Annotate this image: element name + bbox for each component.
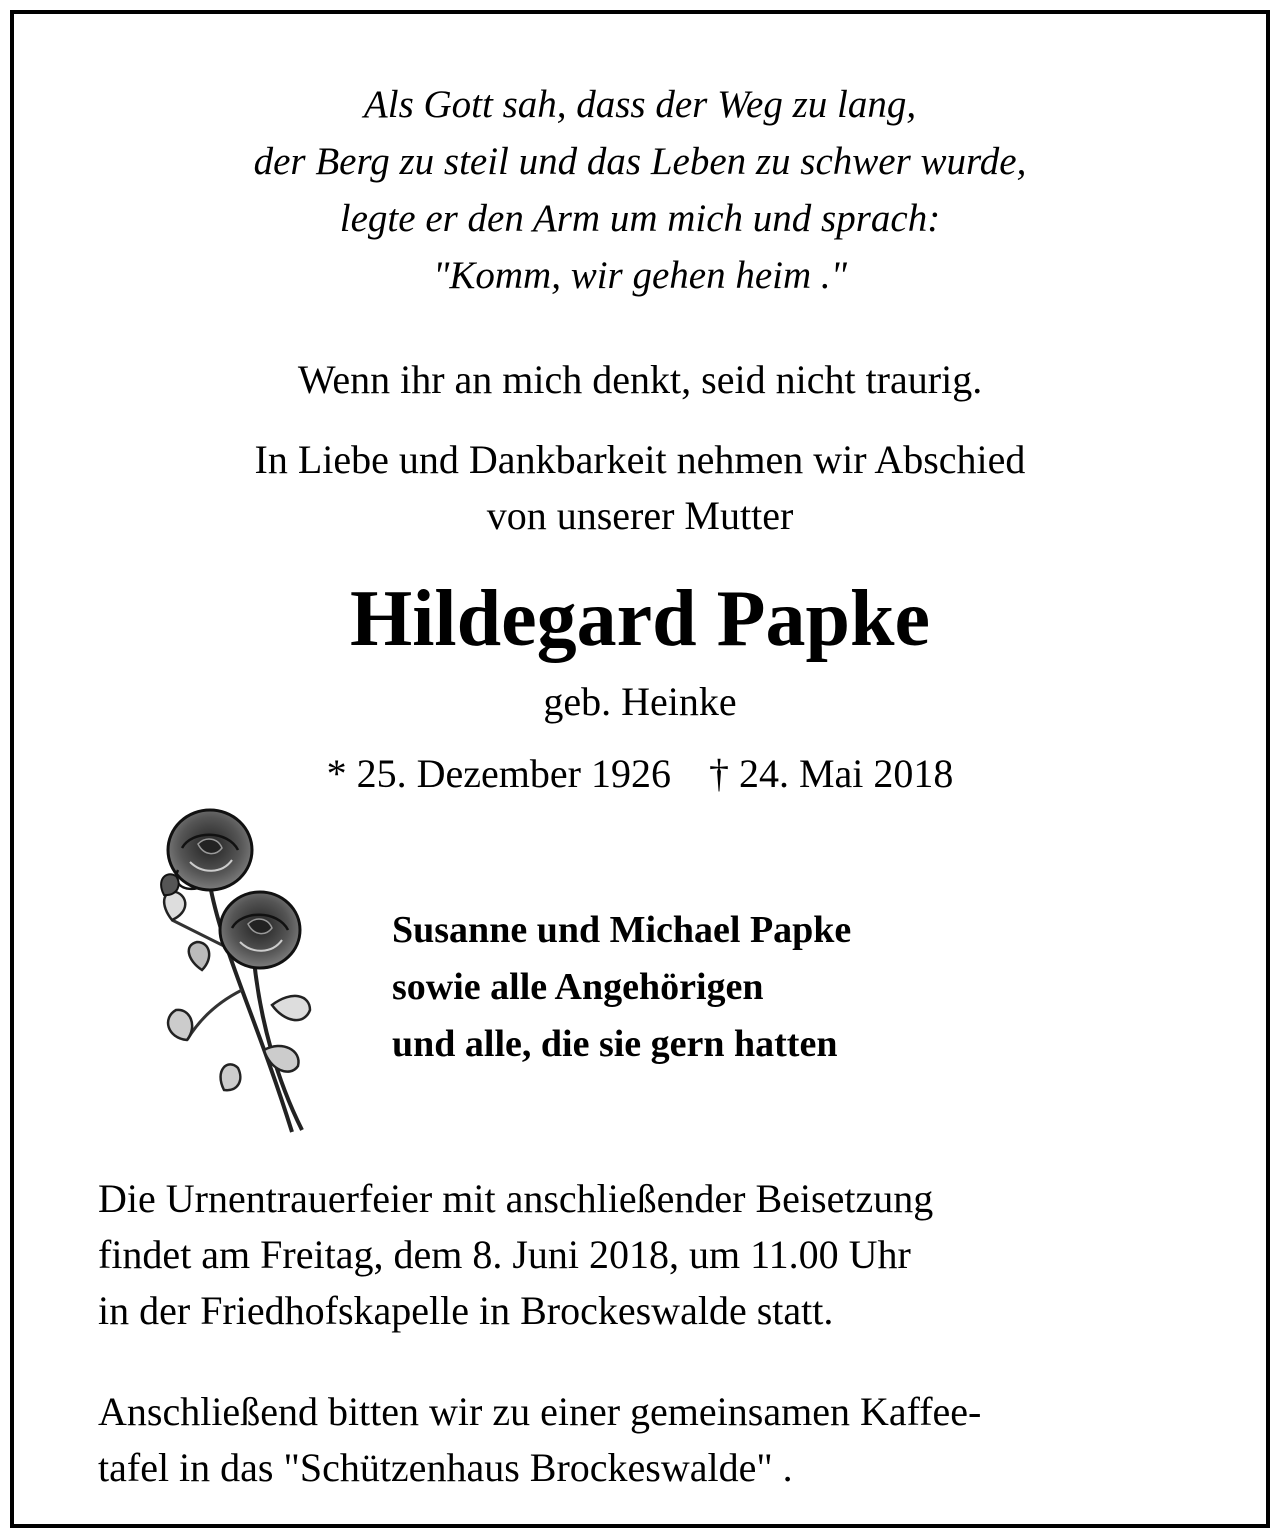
reception-line: Anschließend bitten wir zu einer gemeinsamen Kaffee- — [98, 1389, 982, 1434]
mourner-line: und alle, die sie gern hatten — [392, 1023, 838, 1065]
death-date: † 24. Mai 2018 — [708, 751, 954, 796]
life-dates — [14, 746, 1266, 802]
ceremony-notice — [98, 1171, 933, 1339]
quote-line: Wenn ihr an mich denkt, seid nicht traurig. — [297, 357, 983, 402]
birth-date: * 25. Dezember 1926 — [326, 751, 671, 796]
mourner-line: sowie alle Angehörigen — [392, 966, 764, 1008]
reception-line: tafel in das "Schützenhaus Brockeswalde" . — [98, 1445, 793, 1490]
birth-name-line: geb. Heinke — [543, 679, 737, 724]
mourners — [392, 902, 851, 1073]
quote — [14, 352, 1266, 408]
deceased-name: Hildegard Papke — [349, 575, 931, 663]
farewell-text — [14, 432, 1266, 544]
ceremony-line: Die Urnentrauerfeier mit anschließender Beisetzung — [98, 1176, 934, 1221]
farewell-line: In Liebe und Dankbarkeit nehmen wir Abschied — [254, 437, 1026, 482]
roses-icon — [142, 800, 332, 1140]
poem-line: legte er den Arm um mich und sprach: — [339, 197, 941, 240]
birth-name — [14, 674, 1266, 730]
farewell-line: von unserer Mutter — [486, 493, 794, 538]
poem — [14, 76, 1266, 304]
mourner-line: Susanne und Michael Papke — [392, 909, 852, 951]
poem-line: Als Gott sah, dass der Weg zu lang, — [363, 83, 917, 126]
ceremony-line: findet am Freitag, dem 8. Juni 2018, um 11.00 Uhr — [98, 1232, 911, 1277]
ceremony-line: in der Friedhofskapelle in Brockeswalde statt. — [98, 1288, 834, 1333]
poem-line: der Berg zu steil und das Leben zu schwer wurde, — [253, 140, 1027, 183]
poem-line: "Komm, wir gehen heim ." — [432, 254, 848, 297]
reception-notice — [98, 1384, 981, 1496]
obituary-frame — [10, 10, 1270, 1528]
